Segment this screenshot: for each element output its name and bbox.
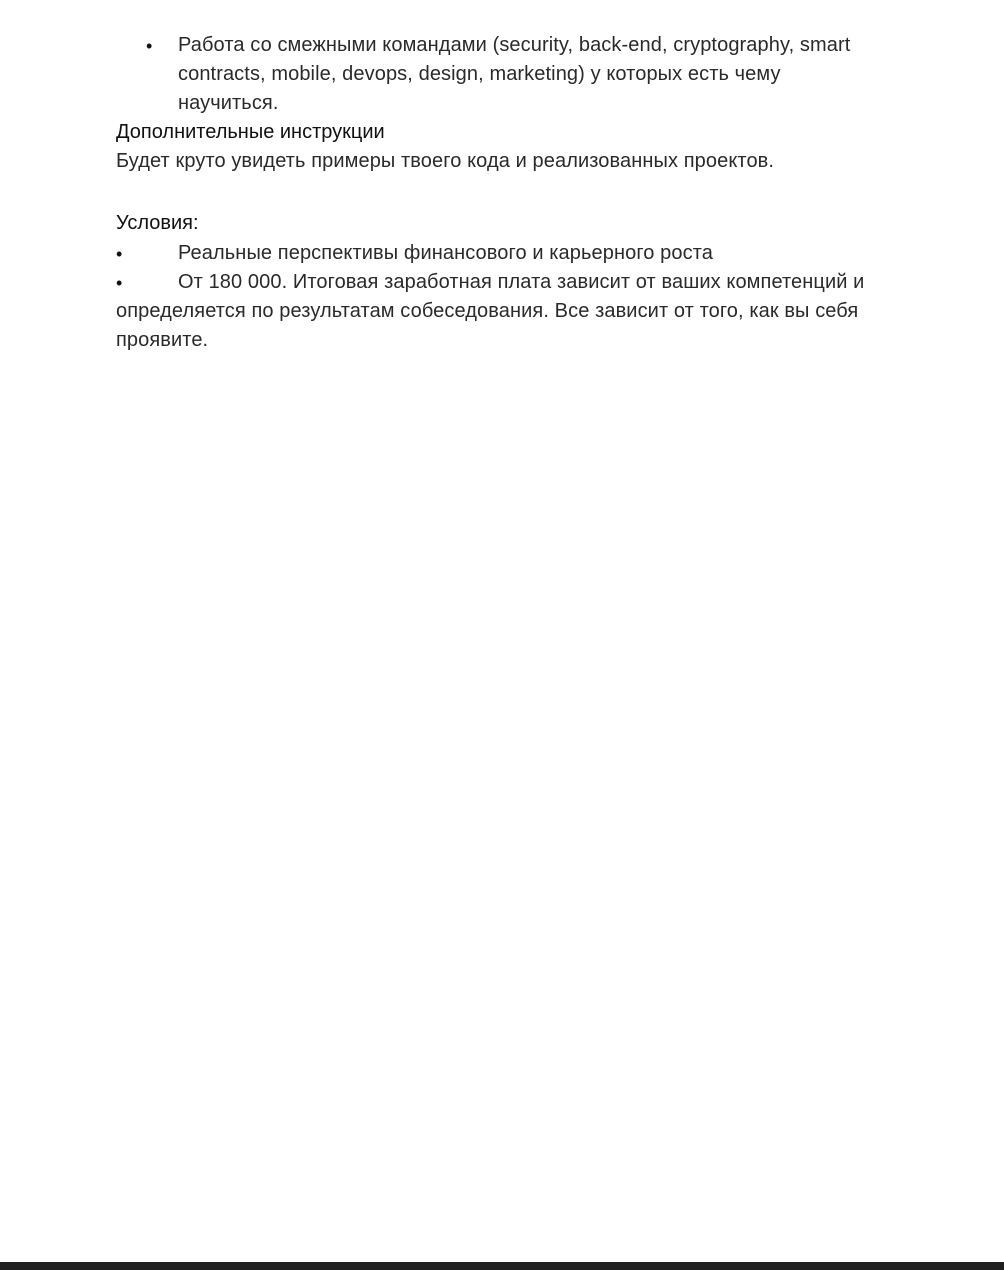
additional-instructions-text: Будет круто увидеть примеры твоего кода и реализованных проектов. (116, 150, 775, 172)
conditions-item-text: От 180 000. Итоговая заработная плата зависит от ваших компетенций и (178, 271, 865, 293)
list-item-text-line: Работа со смежными командами (security, back-end, cryptography, smart (178, 34, 851, 56)
conditions-heading: Условия: (116, 212, 199, 234)
conditions-item-text-continuation: определяется по результатам собеседования. Все зависит от того, как вы себя (116, 300, 859, 322)
list-item-text-line: contracts, mobile, devops, design, marketing) у которых есть чему (178, 63, 781, 85)
list-item-text-line: научиться. (178, 92, 279, 114)
list-bullet: • (116, 273, 123, 293)
list-bullet: • (116, 244, 123, 264)
conditions-item-text-continuation: проявите. (116, 329, 209, 351)
conditions-item-text: Реальные перспективы финансового и карьерного роста (178, 242, 713, 264)
screen-bottom-bar (0, 1262, 1004, 1270)
additional-instructions-heading: Дополнительные инструкции (116, 121, 385, 143)
list-bullet: • (146, 36, 153, 56)
